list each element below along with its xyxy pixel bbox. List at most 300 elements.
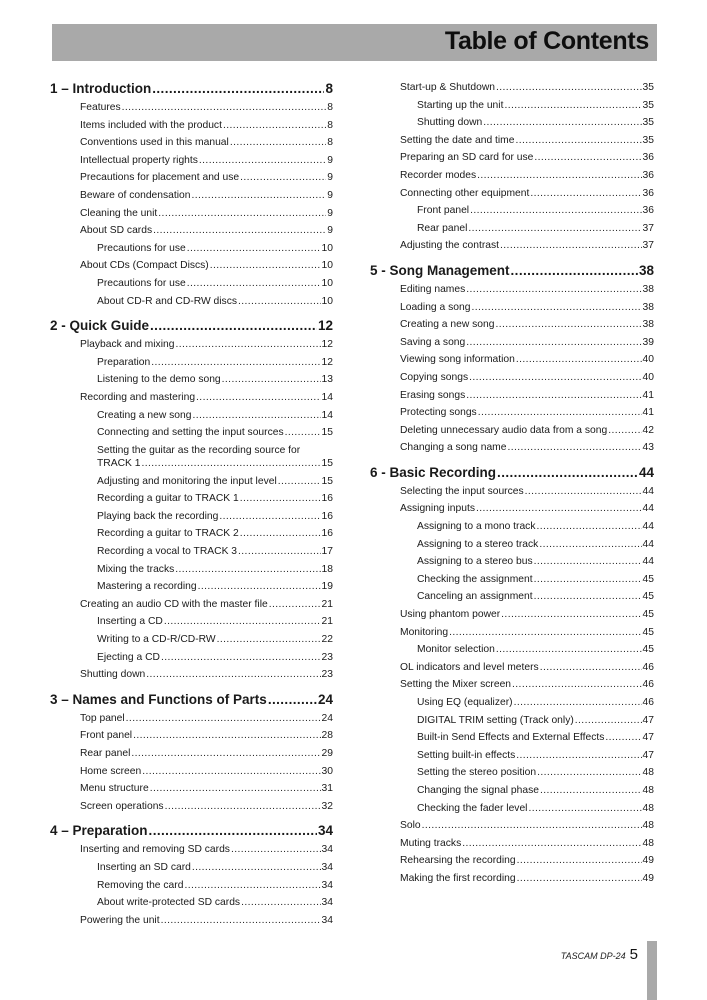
toc-entry-text: Home screen [80,765,142,777]
dot-leader [608,422,641,440]
toc-page-number: 46 [642,661,654,673]
toc-page-number: 9 [327,172,333,184]
dot-leader [504,97,641,115]
toc-entry[interactable] [50,222,333,240]
toc-entry[interactable] [370,852,654,870]
toc-page-number: 9 [327,189,333,201]
toc-entry-text: Recorder modes [400,169,477,181]
dot-leader [507,439,641,457]
toc-entry[interactable] [50,763,333,781]
toc-entry[interactable] [50,257,333,275]
toc-page-number: 23 [321,669,333,681]
toc-entry-text: About CD-R and CD-RW discs [97,295,237,307]
dot-leader [496,79,642,97]
toc-entry[interactable] [50,877,333,895]
toc-entry[interactable] [370,79,654,97]
toc-entry-text: About write-protected SD cards [97,897,241,909]
toc-entry[interactable] [370,553,654,571]
toc-entry-text: Shutting down [417,117,483,129]
toc-page-number: 48 [642,767,654,779]
toc-entry[interactable] [370,782,654,800]
dot-leader [165,798,321,816]
toc-entry[interactable] [50,152,333,170]
toc-page-number: 36 [642,187,654,199]
toc-page-number: 43 [642,442,654,454]
dot-leader [210,257,321,275]
toc-page-number: 16 [321,493,333,505]
toc-entry[interactable] [50,543,333,561]
toc-page-number: 45 [642,626,654,638]
toc-entry-text: Changing a song name [400,442,507,454]
toc-entry-text: Precautions for use [97,242,186,254]
dot-leader [142,763,320,781]
toc-entry-text: Recording and mastering [80,391,196,403]
toc-page-number: 16 [321,510,333,522]
dot-leader [240,169,326,187]
toc-entry-text: Creating a new song [97,409,192,421]
dot-leader [516,351,642,369]
toc-entry-text: Erasing songs [400,389,466,401]
toc-entry-text: Using phantom power [400,609,501,621]
toc-entry[interactable] [50,490,333,508]
toc-entry[interactable] [370,606,654,624]
toc-page-number: 29 [321,748,333,759]
toc-entry[interactable] [50,99,333,117]
dot-leader [478,404,642,422]
toc-entry-text: About SD cards [80,225,153,237]
toc-entry-text: Assigning to a stereo bus [417,556,533,568]
side-tab-marker [647,941,657,1000]
toc-page-number: 40 [642,371,654,383]
toc-page-number: 17 [321,546,333,558]
toc-entry[interactable] [370,483,654,501]
toc-page-number: 47 [642,732,654,744]
toc-page-number: 45 [642,573,654,585]
dot-leader [241,894,320,912]
toc-entry-text: 2 - Quick Guide [50,318,150,334]
toc-page-number: 47 [642,749,654,761]
dot-leader [199,152,326,170]
toc-page-number: 8 [327,102,333,113]
toc-page-number: 39 [642,336,654,348]
dot-leader [153,222,326,240]
dot-leader [536,518,641,536]
toc-entry[interactable] [50,561,333,579]
toc-page-number: 35 [642,99,654,111]
toc-entry[interactable] [370,316,654,334]
toc-page-number: 21 [321,616,333,628]
dot-leader [278,473,321,491]
toc-page-number: 10 [321,260,333,272]
toc-entry-text: Writing to a CD-R/CD-RW [97,634,216,646]
toc-page-number: 15 [321,475,333,487]
dot-leader [495,316,641,334]
dot-leader [231,841,321,859]
toc-entry[interactable] [370,97,654,115]
toc-entry[interactable] [370,422,654,440]
toc-page-number: 34 [321,879,333,891]
toc-page-number: 48 [642,802,654,814]
toc-page-number: 34 [317,823,333,839]
dot-leader [196,389,320,407]
toc-page-number: 34 [321,844,333,856]
toc-entry[interactable] [50,336,333,354]
toc-entry[interactable] [50,473,333,491]
toc-entry[interactable] [50,912,333,930]
dot-leader [517,870,642,888]
toc-entry-text: Beware of condensation [80,189,191,201]
toc-chapter-entry[interactable] [50,690,333,710]
dot-leader [534,149,641,167]
toc-entry[interactable] [370,588,654,606]
toc-page-number: 14 [321,391,333,403]
toc-entry[interactable] [50,407,333,425]
toc-page-number: 15 [321,458,333,470]
page-title: Table of Contents [444,27,649,55]
dot-leader [131,745,320,763]
dot-leader [238,543,321,561]
toc-entry[interactable] [50,631,333,649]
toc-page-number: 16 [321,528,333,540]
toc-page-number: 35 [642,82,654,93]
dot-leader [468,220,641,238]
toc-entry[interactable] [50,169,333,187]
toc-entry[interactable] [370,439,654,457]
toc-entry[interactable] [370,659,654,677]
toc-page-number: 19 [321,581,333,593]
toc-entry[interactable] [370,694,654,712]
toc-entry-text: Mixing the tracks [97,563,175,575]
toc-entry-text: Mastering a recording [97,581,197,593]
toc-entry[interactable] [50,727,333,745]
toc-page-number: 14 [321,409,333,421]
toc-entry[interactable] [50,841,333,859]
toc-entry[interactable] [370,114,654,132]
dot-leader [142,457,321,471]
toc-page-number: 37 [642,222,654,234]
dot-leader [476,500,642,518]
toc-entry-text: Features [80,102,121,113]
toc-page-number: 13 [321,374,333,386]
dot-leader [466,387,641,405]
dot-leader [175,336,320,354]
toc-entry[interactable] [50,798,333,816]
toc-entry[interactable] [50,745,333,763]
toc-entry[interactable] [370,132,654,150]
toc-entry-text: 6 - Basic Recording [370,464,497,480]
toc-entry-text: Copying songs [400,371,469,383]
toc-page-number: 47 [642,714,654,726]
toc-entry[interactable] [370,729,654,747]
toc-entry-text: Recording a guitar to TRACK 2 [97,528,239,540]
dot-leader [516,132,642,150]
toc-entry-text: Front panel [80,730,133,742]
toc-page-number: 36 [642,169,654,181]
toc-entry-text: 5 - Song Management [370,262,510,278]
toc-left-column [50,79,333,929]
toc-page-number: 34 [321,914,333,926]
toc-entry-text: Intellectual property rights [80,154,198,166]
toc-page-number: 41 [642,407,654,419]
toc-entry-text: Monitoring [400,626,449,638]
toc-page-number: 12 [321,339,333,351]
toc-entry[interactable] [50,240,333,258]
toc-entry[interactable] [370,518,654,536]
dot-leader [422,817,642,835]
toc-entry[interactable] [50,187,333,205]
dot-leader [575,712,642,730]
toc-entry-text: Deleting unnecessary audio data from a song [400,424,608,436]
toc-entry[interactable] [370,747,654,765]
toc-page-number: 42 [642,424,654,436]
toc-entry[interactable] [370,167,654,185]
toc-right-column [370,79,654,888]
toc-entry-text: Playing back the recording [97,510,219,522]
toc-entry[interactable] [50,894,333,912]
toc-page-number: 12 [317,318,333,334]
toc-entry[interactable] [370,237,654,255]
toc-page-number: 36 [642,205,654,217]
dot-leader [187,240,321,258]
dot-leader [151,354,320,372]
toc-entry[interactable] [50,389,333,407]
dot-leader [470,202,641,220]
toc-entry[interactable] [50,117,333,135]
toc-chapter-entry[interactable] [370,463,654,483]
toc-page-number: 38 [642,301,654,313]
toc-entry[interactable] [50,134,333,152]
toc-entry-text: Powering the unit [80,914,160,926]
toc-entry[interactable] [370,676,654,694]
toc-entry-text: Checking the fader level [417,802,528,814]
toc-entry[interactable] [50,613,333,631]
toc-entry-text: Inserting an SD card [97,861,191,873]
toc-entry[interactable] [370,500,654,518]
toc-entry[interactable] [50,859,333,877]
toc-page-number: 35 [642,134,654,146]
toc-page-number: 8 [325,81,333,96]
toc-entry[interactable] [50,596,333,614]
toc-entry[interactable] [50,424,333,442]
dot-leader [517,852,642,870]
toc-entry-text: Setting the date and time [400,134,515,146]
toc-entry-text: Editing names [400,283,466,295]
toc-page-number: 38 [642,283,654,295]
toc-page-number: 35 [642,117,654,129]
toc-entry-text: Starting up the unit [417,99,504,111]
toc-entry[interactable] [50,780,333,798]
toc-entry[interactable] [50,578,333,596]
dot-leader [149,821,317,841]
toc-page-number: 45 [642,591,654,603]
toc-page-number: 9 [327,207,333,219]
toc-chapter-entry[interactable] [50,821,333,841]
toc-page-number: 21 [321,598,333,610]
dot-leader [540,782,642,800]
toc-entry[interactable] [370,202,654,220]
toc-entry-text: Rear panel [417,222,468,234]
dot-leader [530,185,641,203]
dot-leader [238,293,321,311]
toc-entry-text: Connecting other equipment [400,187,530,199]
toc-entry[interactable] [50,666,333,684]
dot-leader [477,167,641,185]
toc-page-number: 9 [327,154,333,166]
dot-leader [217,631,321,649]
toc-entry-text: Rehearsing the recording [400,855,516,867]
toc-entry[interactable] [370,369,654,387]
toc-chapter-entry[interactable] [50,316,333,336]
toc-entry[interactable] [50,293,333,311]
toc-entry-text: Muting tracks [400,837,462,849]
toc-entry-text: Start-up & Shutdown [400,82,496,93]
toc-entry-text: Setting the stereo position [417,767,537,779]
dot-leader [483,114,641,132]
dot-leader [191,187,326,205]
toc-entry-text: Changing the signal phase [417,784,539,796]
toc-entry-text: Assigning to a mono track [417,521,536,533]
toc-entry[interactable] [370,712,654,730]
toc-entry-text: Creating an audio CD with the master file [80,598,268,610]
dot-leader [497,463,638,483]
toc-entry[interactable] [50,275,333,293]
toc-page-number: 8 [327,137,333,149]
dot-leader [514,694,642,712]
toc-entry[interactable] [370,149,654,167]
toc-entry[interactable] [50,205,333,223]
toc-entry-text: Shutting down [80,669,146,681]
dot-leader [187,275,321,293]
toc-page-number: 44 [642,503,654,515]
toc-entry-text: Using EQ (equalizer) [417,697,513,708]
dot-leader [164,613,321,631]
toc-entry-text: 3 – Names and Functions of Parts [50,691,267,707]
toc-entry-text: Inserting and removing SD cards [80,844,230,856]
toc-entry[interactable] [50,649,333,667]
toc-entry[interactable] [50,354,333,372]
toc-entry-text: Loading a song [400,301,471,313]
toc-page-number: 46 [642,697,654,708]
toc-entry[interactable] [370,817,654,835]
toc-entry[interactable] [370,220,654,238]
toc-page-number: 41 [642,389,654,401]
toc-entry-text: Setting built-in effects [417,749,516,761]
toc-entry[interactable] [370,641,654,659]
header-bar [52,24,657,61]
toc-page-number: 44 [642,521,654,533]
toc-page-number: 44 [642,538,654,550]
dot-leader [158,205,326,223]
toc-entry[interactable] [370,624,654,642]
toc-entry-text: Precautions for use [97,277,186,289]
dot-leader [528,800,641,818]
dot-leader [240,525,321,543]
toc-entry-text: Removing the card [97,879,184,891]
toc-entry[interactable] [370,800,654,818]
toc-page-number: 36 [642,152,654,164]
toc-page-number: 38 [638,262,654,278]
toc-page-number: 24 [317,691,333,707]
toc-entry[interactable] [370,835,654,853]
toc-page-number: 12 [321,356,333,368]
dot-leader [462,835,641,853]
toc-page-number: 18 [321,563,333,575]
toc-entry-text: Creating a new song [400,319,495,331]
toc-entry[interactable] [370,404,654,422]
toc-entry-text: 1 – Introduction [50,81,152,96]
toc-entry[interactable] [50,508,333,526]
dot-leader [126,710,321,728]
toc-entry[interactable] [370,351,654,369]
toc-chapter-entry[interactable] [370,261,654,281]
toc-entry[interactable] [370,870,654,888]
toc-entry-text: Viewing song information [400,354,515,366]
dot-leader [146,666,320,684]
toc-entry[interactable] [50,525,333,543]
toc-page-number: 37 [642,240,654,252]
toc-entry-text: Adjusting the contrast [400,240,500,252]
toc-entry-text: Rear panel [80,748,131,759]
toc-entry-text: Preparation [97,356,151,368]
toc-entry[interactable] [370,571,654,589]
toc-entry[interactable] [370,334,654,352]
toc-entry[interactable] [370,185,654,203]
toc-entry-text: Monitor selection [417,644,495,656]
toc-entry-text: Assigning to a stereo track [417,538,539,550]
toc-entry[interactable] [50,710,333,728]
toc-entry-text: Screen operations [80,800,164,812]
toc-entry[interactable] [370,536,654,554]
dot-leader [269,596,321,614]
toc-entry[interactable] [50,371,333,389]
toc-page-number: 22 [321,634,333,646]
toc-entry[interactable] [50,442,333,473]
toc-chapter-entry[interactable] [50,79,333,99]
toc-entry-text: About CDs (Compact Discs) [80,260,209,272]
toc-page-number: 49 [642,872,654,884]
dot-leader [285,424,321,442]
toc-entry[interactable] [370,299,654,317]
dot-leader [500,237,642,255]
toc-entry-text: Making the first recording [400,872,516,884]
dot-leader [150,316,317,336]
toc-page-number: 30 [321,765,333,777]
toc-entry[interactable] [370,387,654,405]
dot-leader [219,508,320,526]
dot-leader [534,588,642,606]
toc-entry-text: Recording a vocal to TRACK 3 [97,546,238,558]
dot-leader [534,553,642,571]
dot-leader [192,859,321,877]
product-brand: TASCAM DP-24 [560,951,626,961]
toc-page-number: 9 [327,225,333,237]
toc-entry-text: Playback and mixing [80,339,175,351]
toc-entry-text: OL indicators and level meters [400,661,539,673]
toc-entry[interactable] [370,764,654,782]
toc-entry-text: Menu structure [80,783,149,795]
toc-entry-text: Cleaning the unit [80,207,158,219]
toc-entry-text: Setting the Mixer screen [400,679,512,691]
toc-page-number: 49 [642,855,654,867]
toc-entry-text: Precautions for placement and use [80,172,240,184]
dot-leader [534,571,642,589]
dot-leader [122,99,327,117]
toc-page-number: 32 [321,800,333,812]
toc-entry-text: Preparing an SD card for use [400,152,534,164]
toc-page-number: 44 [642,485,654,497]
toc-entry[interactable] [370,281,654,299]
toc-page-number: 24 [321,712,333,724]
